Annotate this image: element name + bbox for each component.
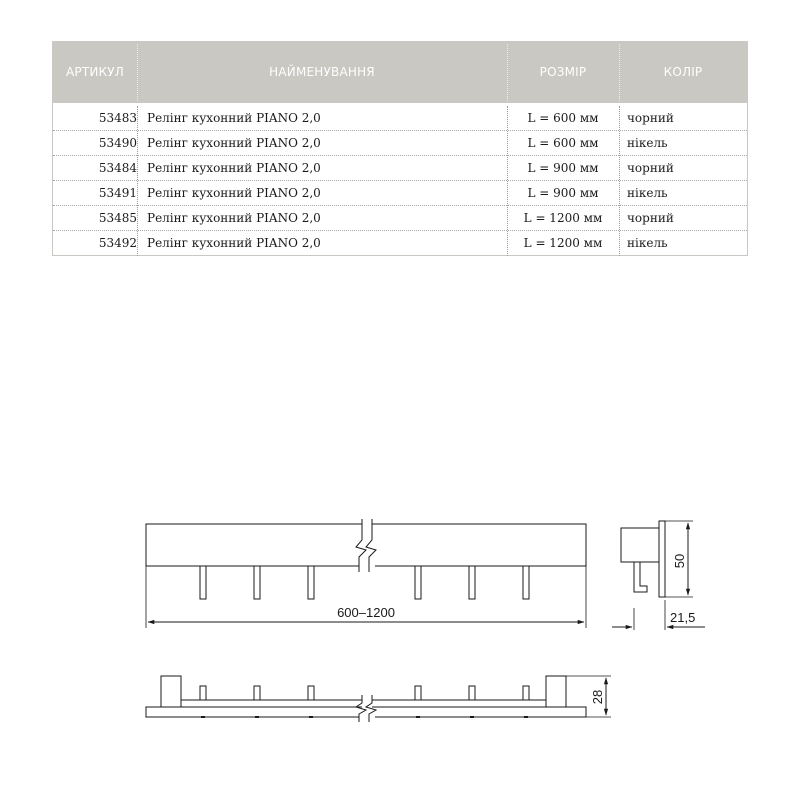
rail-profile	[621, 528, 659, 562]
cell-color: чорний	[627, 111, 674, 125]
cell-code: 53490	[98, 136, 137, 150]
hook	[523, 566, 529, 599]
hook-top	[523, 686, 529, 700]
hook-top	[415, 686, 421, 700]
rail-bar-right	[372, 524, 586, 566]
cell-color: чорний	[627, 211, 674, 225]
header-code: АРТИКУЛ	[65, 65, 124, 79]
hook-top	[200, 686, 206, 700]
top-rail-left	[181, 700, 362, 707]
wall-plate	[659, 521, 665, 597]
top-rail-right	[372, 700, 546, 707]
cell-size: L = 1200 мм	[523, 236, 603, 250]
cell-name: Релінг кухонний PIANO 2,0	[147, 136, 321, 150]
break-line-left	[356, 695, 366, 722]
hook-profile	[634, 562, 647, 592]
rail-bar-left	[146, 524, 362, 566]
break-line-left	[356, 519, 366, 572]
cell-color: нікель	[627, 236, 668, 250]
break-line-right	[366, 695, 376, 722]
cell-size: L = 900 мм	[527, 161, 599, 175]
cell-name: Релінг кухонний PIANO 2,0	[147, 111, 321, 125]
height-dimension-label: 50	[672, 553, 687, 569]
hook-top	[469, 686, 475, 700]
hook	[200, 566, 206, 599]
cell-code: 53491	[98, 186, 137, 200]
cell-name: Релінг кухонний PIANO 2,0	[147, 211, 321, 225]
cell-size: L = 1200 мм	[523, 211, 603, 225]
cell-code: 53483	[98, 111, 137, 125]
header-color: КОЛІР	[663, 65, 703, 79]
break-line-right	[366, 519, 376, 572]
hook-top	[254, 686, 260, 700]
hook	[254, 566, 260, 599]
cell-size: L = 600 мм	[527, 111, 599, 125]
cell-name: Релінг кухонний PIANO 2,0	[147, 186, 321, 200]
cell-size: L = 600 мм	[527, 136, 599, 150]
cell-name: Релінг кухонний PIANO 2,0	[147, 236, 321, 250]
hook	[469, 566, 475, 599]
cell-color: нікель	[627, 186, 668, 200]
top-wall-left	[146, 707, 362, 717]
hook	[415, 566, 421, 599]
end-cap-right	[546, 676, 566, 707]
top-wall-right	[372, 707, 586, 717]
end-cap-left	[161, 676, 181, 707]
cell-size: L = 900 мм	[527, 186, 599, 200]
cell-code: 53484	[98, 161, 137, 175]
top-view	[146, 676, 611, 722]
cell-color: чорний	[627, 161, 674, 175]
cell-color: нікель	[627, 136, 668, 150]
cell-name: Релінг кухонний PIANO 2,0	[147, 161, 321, 175]
hook-top	[308, 686, 314, 700]
header-size: РОЗМІР	[539, 65, 587, 79]
cell-code: 53492	[98, 236, 137, 250]
hook	[308, 566, 314, 599]
cell-code: 53485	[98, 211, 137, 225]
top-height-dimension-label: 28	[590, 689, 605, 705]
depth-dimension-label: 21,5	[670, 610, 696, 625]
header-name: НАЙМЕНУВАННЯ	[269, 65, 375, 79]
length-dimension-label: 600–1200	[337, 605, 395, 620]
